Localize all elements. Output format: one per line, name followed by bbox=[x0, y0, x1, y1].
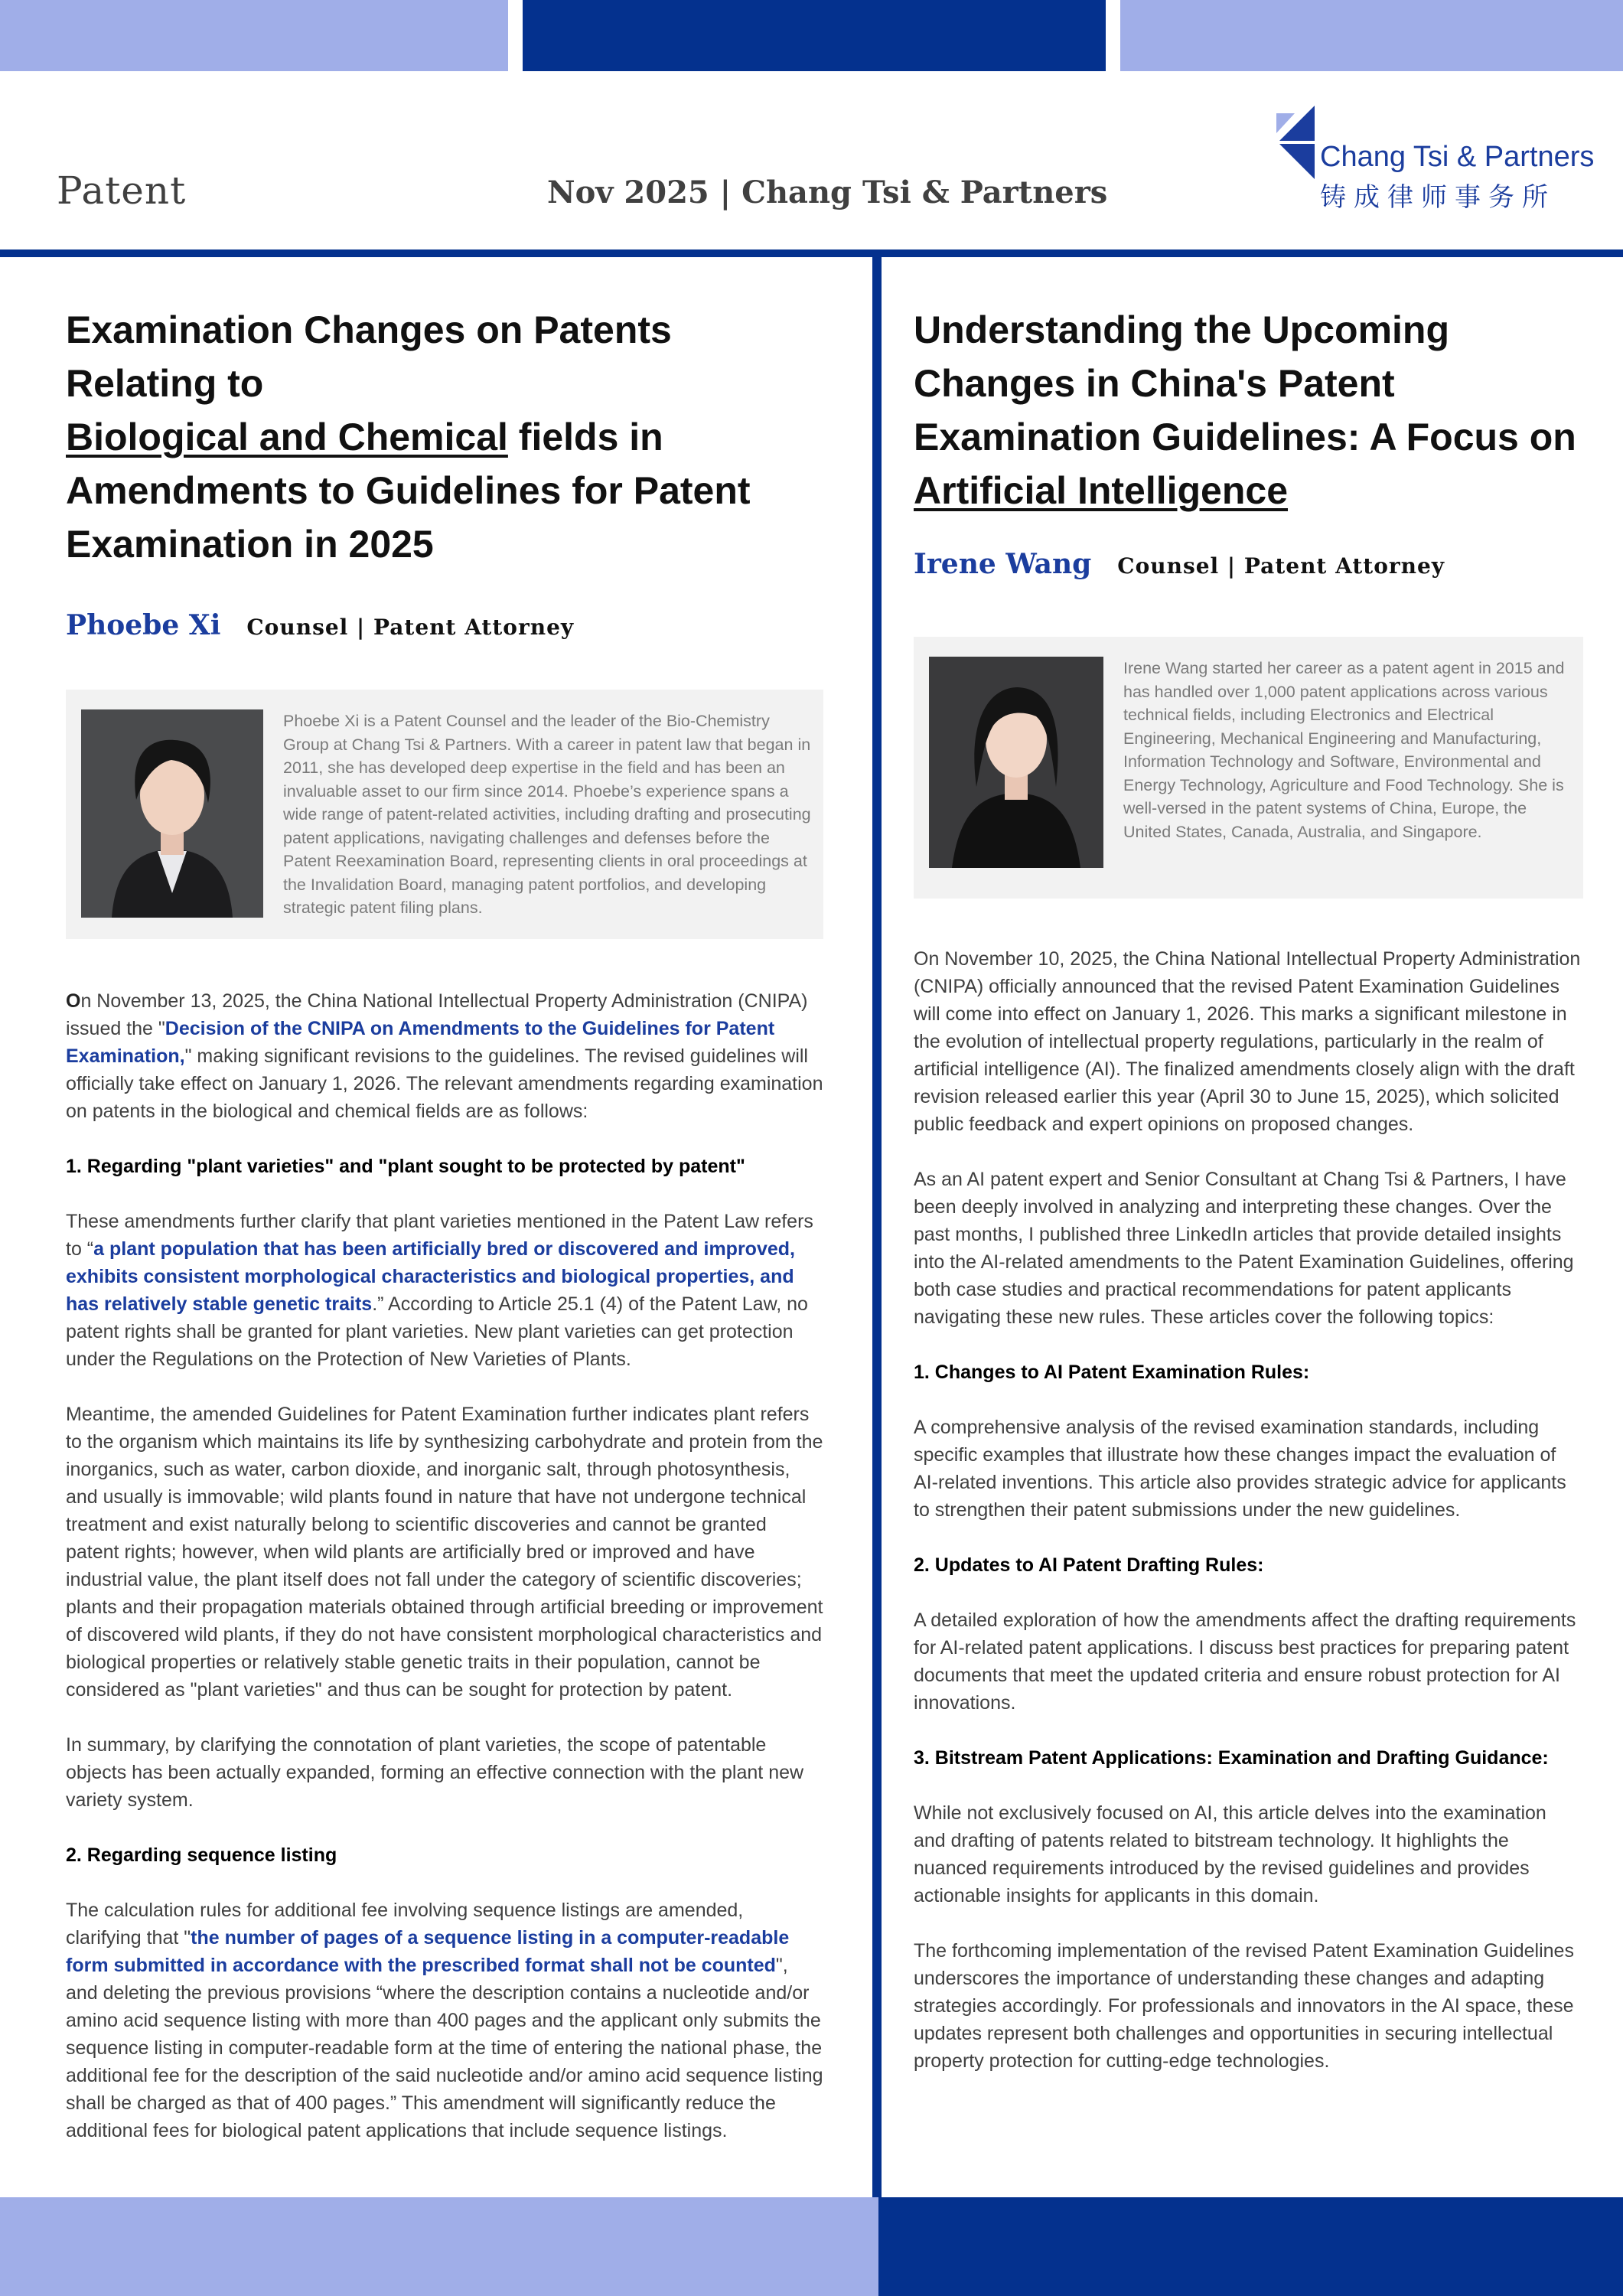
left-author-role: Counsel | Patent Attorney bbox=[246, 615, 575, 640]
right-article-title: Understanding the Upcoming Changes in China's Patent Examination Guidelines: A Focus on Artificial Intelligence bbox=[914, 308, 1576, 512]
left-author-photo bbox=[81, 709, 263, 918]
left-article-body bbox=[66, 987, 823, 2144]
top-bar-center bbox=[523, 0, 1106, 71]
right-paragraph-1: On November 10, 2025, the China National Intellectual Property Administration (CNIPA) officially announced that the revised Patent Examination Guidelines will come into effect on January 1, 2026. This marks a significant milestone in the evolution of intellectual property regulations, particularly in the realm of artificial intelligence (AI). The finalized amendments closely align with the draft revision released earlier this year (April 30 to June 15, 2025), which solicited public feedback and expert opinions on proposed changes. bbox=[914, 948, 1581, 1135]
left-author-line bbox=[66, 609, 823, 641]
issue-line: Nov 2025 | Chang Tsi & Partners bbox=[547, 174, 1108, 210]
right-article bbox=[914, 303, 1583, 2102]
right-paragraph-3: A comprehensive analysis of the revised examination standards, including specific examples that illustrate how these changes impact the evaluation of AI-related inventions. This article also provides strategic advice for applicants to strengthen their patent submissions under the new guidelines. bbox=[914, 1417, 1566, 1521]
header-divider bbox=[0, 249, 1623, 257]
right-heading-2: 2. Updates to AI Patent Drafting Rules: bbox=[914, 1554, 1264, 1576]
left-author-bio-text: Phoebe Xi is a Patent Counsel and the leader of the Bio-Chemistry Group at Chang Tsi & Partners. With a career in patent law that began in 2011, she has developed deep expertise in the field and has been an invaluable asset to our firm since 2014. Phoebe’s experience spans a wide range of patent-related activities, including drafting and prosecuting patent applications, navigating challenges and defenses before the Patent Reexamination Board, representing clients in oral proceedings at the Invalidation Board, managing patent portfolios, and developing strategic patent filing plans. bbox=[283, 712, 811, 917]
left-article-title: Examination Changes on Patents Relating to Biological and Chemical fields in Amendments to Guidelines for Patent Examination in 2025 bbox=[66, 308, 751, 566]
right-article-body bbox=[914, 945, 1583, 2075]
logo-text-cn: 铸成律师事务所 bbox=[1320, 182, 1556, 213]
right-author-bio-text: Irene Wang started her career as a patent agent in 2015 and has handled over 1,000 patent applications across various technical fields, including Electronics and Electrical Engineering, Mechanical Engineering and Manufacturing, Information Technology and Software, Environmental and Energy Technology, Agriculture and Food Technology. She is well-versed in the patent systems of China, Europe, the United States, Canada, Australia, and Singapore. bbox=[1123, 659, 1565, 841]
column-divider bbox=[872, 257, 882, 2197]
right-author-bio bbox=[914, 637, 1583, 899]
portrait-icon bbox=[81, 709, 263, 918]
top-bar-left bbox=[0, 0, 508, 71]
right-heading-3: 3. Bitstream Patent Applications: Examination and Drafting Guidance: bbox=[914, 1747, 1549, 1769]
left-paragraph-4: In summary, by clarifying the connotation of plant varieties, the scope of patentable objects has been actually expanded, forming an effective connection with the plant new variety system. bbox=[66, 1734, 804, 1811]
left-paragraph-2: These amendments further clarify that plant varieties mentioned in the Patent Law refers to “a plant population that has been artificially bred or discovered and improved, exhibits consistent morphological characteristics and biological properties, and has relatively stable genetic traits.” According to Article 25.1 (4) of the Patent Law, no patent rights shall be granted for plant varieties. New plant varieties can get protection under the Regulations on the Protection of New Varieties of Plants. bbox=[66, 1211, 813, 1370]
portrait-icon bbox=[929, 657, 1103, 868]
right-author-line bbox=[914, 548, 1583, 580]
left-title-underlined: Biological and Chemical bbox=[66, 416, 508, 458]
bottom-bar-right bbox=[878, 2197, 1623, 2296]
left-article bbox=[66, 303, 823, 2172]
right-author-photo bbox=[929, 657, 1103, 868]
top-bar-right bbox=[1120, 0, 1623, 71]
left-heading-2: 2. Regarding sequence listing bbox=[66, 1844, 337, 1866]
firm-logo bbox=[1276, 106, 1598, 213]
right-paragraph-4: A detailed exploration of how the amendments affect the drafting requirements for AI-related patent applications. I discuss best practices for preparing patent documents that meet the updated criteria and ensure robust protection for AI innovations. bbox=[914, 1609, 1576, 1714]
right-paragraph-6: The forthcoming implementation of the revised Patent Examination Guidelines underscores the importance of understanding these changes and adapting strategies accordingly. For professionals and innovators in the AI space, these updates represent both challenges and opportunities in securing intellectual property protection for cutting-edge technologies. bbox=[914, 1940, 1574, 2072]
right-paragraph-2: As an AI patent expert and Senior Consultant at Chang Tsi & Partners, I have been deeply involved in analyzing and interpreting these changes. Over the past months, I published three LinkedIn articles that provide detailed insights into the AI-related amendments to the Patent Examination Guidelines, offering both case studies and practical recommendations for patent applicants navigating these new rules. These articles cover the following topics: bbox=[914, 1169, 1574, 1328]
left-author-name: Phoebe Xi bbox=[66, 609, 221, 641]
section-label: Patent bbox=[57, 168, 187, 213]
logo-text-en: Chang Tsi & Partners bbox=[1320, 141, 1595, 173]
left-paragraph-3: Meantime, the amended Guidelines for Patent Examination further indicates plant refers to the organism which maintains its life by synthesizing carbohydrate and protein from the inorganics, such as water, carbon dioxide, and inorganic salt, through photosynthesis, and usually is immovable; wild plants found in nature that have not undergone technical treatment and exist naturally belong to scientific discoveries and cannot be granted patent rights; however, when wild plants are artificially bred or improved and have industrial value, the plant itself does not fall under the category of scientific discoveries; plants and their propagation materials obtained through artificial breeding or improvement of discovered wild plants, if they do not have consistent morphological characteristics and biological properties or relatively stable genetic traits in their population, cannot be considered as "plant varieties" and thus can be sought for protection by patent. bbox=[66, 1404, 823, 1701]
left-paragraph-1: On November 13, 2025, the China National Intellectual Property Administration (CNIPA) issued the "Decision of the CNIPA on Amendments to the Guidelines for Patent Examination," making significant revisions to the guidelines. The revised guidelines will officially take effect on January 1, 2026. The relevant amendments regarding examination on patents in the biological and chemical fields are as follows: bbox=[66, 990, 823, 1122]
left-heading-1: 1. Regarding "plant varieties" and "plant sought to be protected by patent" bbox=[66, 1156, 745, 1177]
right-paragraph-5: While not exclusively focused on AI, this article delves into the examination and drafting of patents related to bitstream technology. It highlights the nuanced requirements introduced by the revised guidelines and provides actionable insights for applicants in this domain. bbox=[914, 1802, 1546, 1906]
right-author-name: Irene Wang bbox=[914, 548, 1092, 580]
bottom-bar-left bbox=[0, 2197, 878, 2296]
left-author-bio bbox=[66, 690, 823, 939]
left-paragraph-5: The calculation rules for additional fee involving sequence listings are amended, clarifying that "the number of pages of a sequence listing in a computer-readable form submitted in accordance with the prescribed format shall not be counted", and deleting the previous provisions “where the description contains a nucleotide and/or amino acid sequence listing with more than 400 pages and the applicant only submits the sequence listing in computer-readable form at the time of entering the national phase, the additional fee for the description of the said nucleotide and/or amino acid sequence listing shall be charged as that of 400 pages.” This amendment will significantly reduce the additional fees for biological patent applications that include sequence listings. bbox=[66, 1900, 823, 2141]
firm-logo-mark-icon bbox=[1276, 106, 1319, 179]
right-title-underlined: Artificial Intelligence bbox=[914, 469, 1289, 512]
right-heading-1: 1. Changes to AI Patent Examination Rules: bbox=[914, 1362, 1310, 1383]
right-author-role: Counsel | Patent Attorney bbox=[1117, 553, 1445, 579]
